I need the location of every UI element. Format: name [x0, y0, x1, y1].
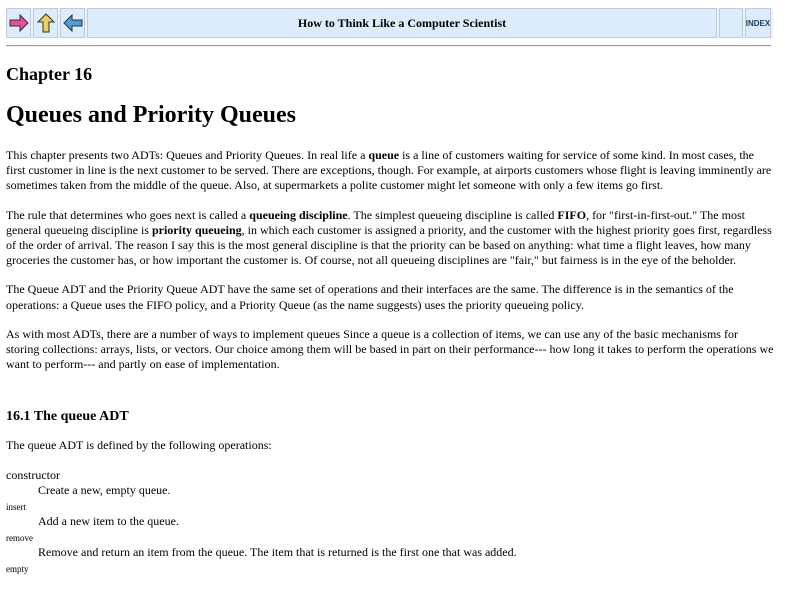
previous-arrow-icon [62, 12, 84, 34]
section-intro: The queue ADT is defined by the following operations: [6, 438, 272, 453]
operation-name: constructor [6, 467, 60, 482]
previous-button[interactable] [60, 8, 85, 38]
navigation-bar [6, 8, 773, 38]
next-arrow-icon [8, 12, 30, 34]
paragraph-adt-comparison: The Queue ADT and the Priority Queue ADT have the same set of operations and their interfaces are the same. The difference is in the semantics of the operations: a Queue uses the FIFO policy, and a Priority Queue (as the name suggests) uses the priority queueing policy. [6, 282, 734, 312]
book-title: How to Think Like a Computer Scientist [87, 8, 717, 38]
operation-description: Create a new, empty queue. [38, 482, 171, 497]
paragraph-discipline: The rule that determines who goes next is called a queueing discipline. The simplest queueing discipline is called FIFO, for "first-in-first-out." The most general queueing discipline is priority queueing, in which each customer is assigned a priority, and the customer with the highest priority goes first, regardless of the order of arrival. The reason I say this is the most general discipline is that the priority can be based on anything: what time a flight leaves, how many groceries the customer has, or how important the customer is. Of course, not all queueing disciplines are "fair," but fairness is in the eye of the beholder. [6, 207, 772, 268]
header-divider [6, 45, 771, 47]
operations-list [6, 468, 774, 576]
nav-spacer [719, 8, 743, 38]
operation-name: insert [6, 501, 26, 512]
index-button[interactable]: INDEX [745, 8, 771, 38]
next-button[interactable] [6, 8, 31, 38]
operation-description: Add a new item to the queue. [38, 513, 179, 528]
term-priority-queueing: priority queueing [151, 222, 242, 237]
up-arrow-icon [35, 12, 57, 34]
page-title: Queues and Priority Queues [6, 102, 297, 128]
operation-name: remove [6, 532, 33, 543]
paragraph-implementation: As with most ADTs, there are a number of ways to implement queues Since a queue is a collection of items, we can use any of the basic mechanisms for storing collections: arrays, lists, or vectors. Our choice among them will be based in part on their performance--- how long it takes to perform the operations we want to perform--- and partly on ease of implementation. [6, 326, 774, 372]
operation-name: empty [6, 563, 29, 574]
term-queue: queue [368, 148, 400, 162]
term-fifo: FIFO [557, 207, 587, 222]
paragraph-intro: This chapter presents two ADTs: Queues and Priority Queues. In real life a queue is a line of customers waiting for service of some kind. In most cases, the first customer in line is the next customer to be served. There are exceptions, though. For example, at airports customers whose flight is leaving imminently are sometimes taken from the middle of the queue. Also, at supermarkets a polite customer might let someone with only a few items go first. [6, 148, 772, 193]
chapter-number: Chapter 16 [6, 64, 93, 84]
operation-description: Remove and return an item from the queue. The item that is returned is the first one that was added. [38, 544, 517, 559]
main-content [6, 63, 774, 576]
up-button[interactable] [33, 8, 58, 38]
section-heading: 16.1 The queue ADT [6, 409, 129, 425]
term-queueing-discipline: queueing discipline [249, 207, 348, 222]
